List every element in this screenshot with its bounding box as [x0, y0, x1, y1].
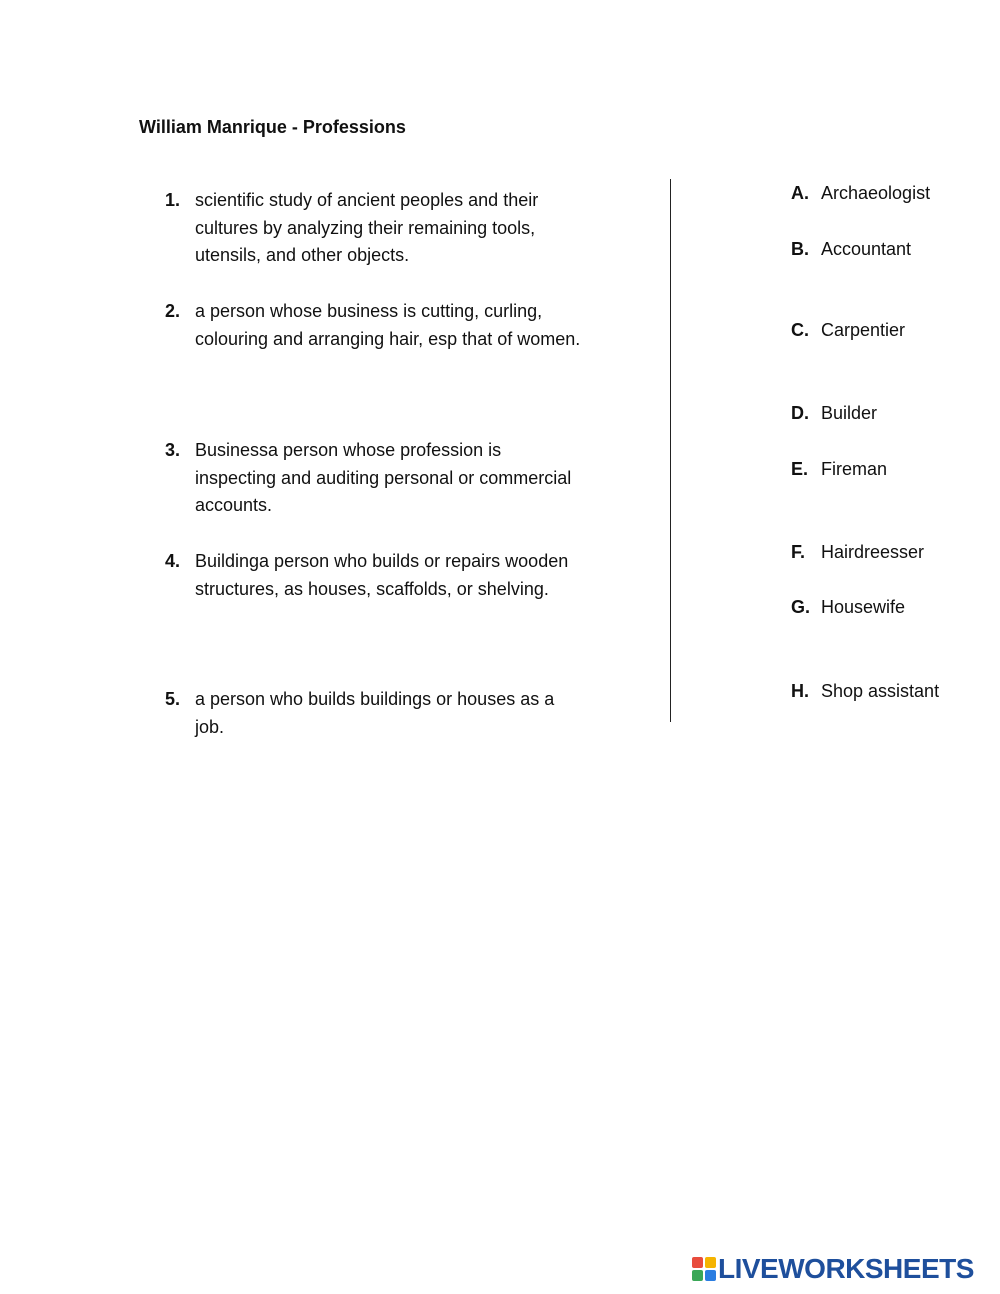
question-text: a person whose business is cutting, curling, colouring and arranging hair, esp that of women.	[195, 301, 581, 349]
answer-text: Carpentier	[821, 320, 906, 340]
question-2	[165, 298, 585, 353]
answer-h[interactable]	[791, 679, 939, 703]
answer-text: Archaeologist	[821, 183, 931, 203]
question-5	[165, 686, 585, 741]
question-4	[165, 548, 585, 603]
question-3	[165, 437, 585, 520]
answer-text: Builder	[821, 403, 878, 423]
answer-text: Accountant	[821, 239, 912, 259]
answer-letter: F.	[791, 542, 806, 562]
answer-f[interactable]	[791, 540, 924, 564]
answer-letter: D.	[791, 403, 809, 423]
page-title: William Manrique - Professions	[139, 117, 406, 137]
question-number: 5.	[165, 689, 181, 709]
question-text: Buildinga person who builds or repairs wooden structures, as houses, scaffolds, or shelving.	[195, 551, 569, 599]
question-number: 1.	[165, 190, 181, 210]
brand-name: LIVEWORKSHEETS	[718, 1253, 974, 1284]
answer-letter: E.	[791, 459, 809, 479]
answer-text: Hairdreesser	[821, 542, 925, 562]
question-text: a person who builds buildings or houses as a job.	[195, 689, 555, 737]
answer-d[interactable]	[791, 401, 877, 425]
answer-letter: A.	[791, 183, 809, 203]
liveworksheets-logo-icon	[692, 1257, 716, 1281]
answer-text: Shop assistant	[821, 681, 940, 701]
question-text: Businessa person whose profession is inspecting and auditing personal or commercial accounts.	[195, 440, 572, 516]
question-number: 3.	[165, 440, 181, 460]
answer-letter: C.	[791, 320, 809, 340]
answer-c[interactable]	[791, 318, 905, 342]
answer-letter: G.	[791, 597, 811, 617]
answer-letter: H.	[791, 681, 809, 701]
brand-footer[interactable]	[692, 1253, 974, 1285]
answer-a[interactable]	[791, 181, 930, 205]
question-number: 4.	[165, 551, 181, 571]
answer-text: Fireman	[821, 459, 888, 479]
answer-e[interactable]	[791, 457, 887, 481]
answer-b[interactable]	[791, 237, 911, 261]
answer-letter: B.	[791, 239, 809, 259]
question-text: scientific study of ancient peoples and their cultures by analyzing their remaining tools, utensils, and other objects.	[195, 190, 539, 266]
answer-text: Housewife	[821, 597, 906, 617]
question-number: 2.	[165, 301, 181, 321]
question-1	[165, 187, 585, 270]
answer-g[interactable]	[791, 595, 905, 619]
column-divider	[670, 179, 671, 722]
